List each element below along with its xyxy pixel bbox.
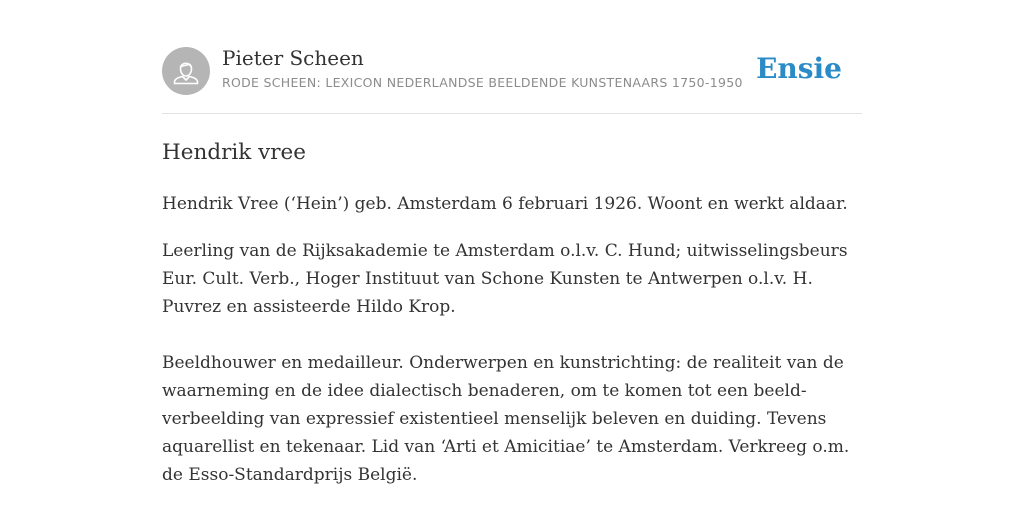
entry-paragraph: Leerling van de Rijksakademie te Amsterdam o.l.v. C. Hund; uitwisselingsbeurs Eur. Cult. Verb., Hoger Instituut van Schone Kunsten te Antwerpen o.l.v. H. Puvrez en assisteerde Hildo Krop. [162, 241, 848, 317]
entry-paragraph: Hendrik Vree (‘Hein’) geb. Amsterdam 6 februari 1926. Woont en werkt aldaar. [162, 194, 848, 214]
ensie-logo[interactable]: Ensie [756, 52, 842, 85]
entry-title: Hendrik vree [162, 140, 306, 165]
author-avatar[interactable] [162, 47, 210, 95]
entry-paragraph: Beeldhouwer en medailleur. Onderwerpen en kunstrichting: de realiteit van de waarneming en de idee dialectisch benaderen, om te komen tot een beeldverbeelding van expressief existentieel menselijk beleven en duiding. Tevens aquarellist en tekenaar. Lid van ‘Arti et Amicitiae’ te Amsterdam. Verkreeg o.m. de Esso-Standardprijs België. [162, 353, 850, 485]
author-name[interactable]: Pieter Scheen [222, 46, 364, 70]
header-divider [162, 113, 862, 114]
article-header [162, 46, 862, 96]
source-title[interactable]: RODE SCHEEN: LEXICON NEDERLANDSE BEELDENDE KUNSTENAARS 1750-1950 [222, 75, 743, 90]
entry-body [162, 190, 862, 489]
user-icon [162, 47, 210, 95]
